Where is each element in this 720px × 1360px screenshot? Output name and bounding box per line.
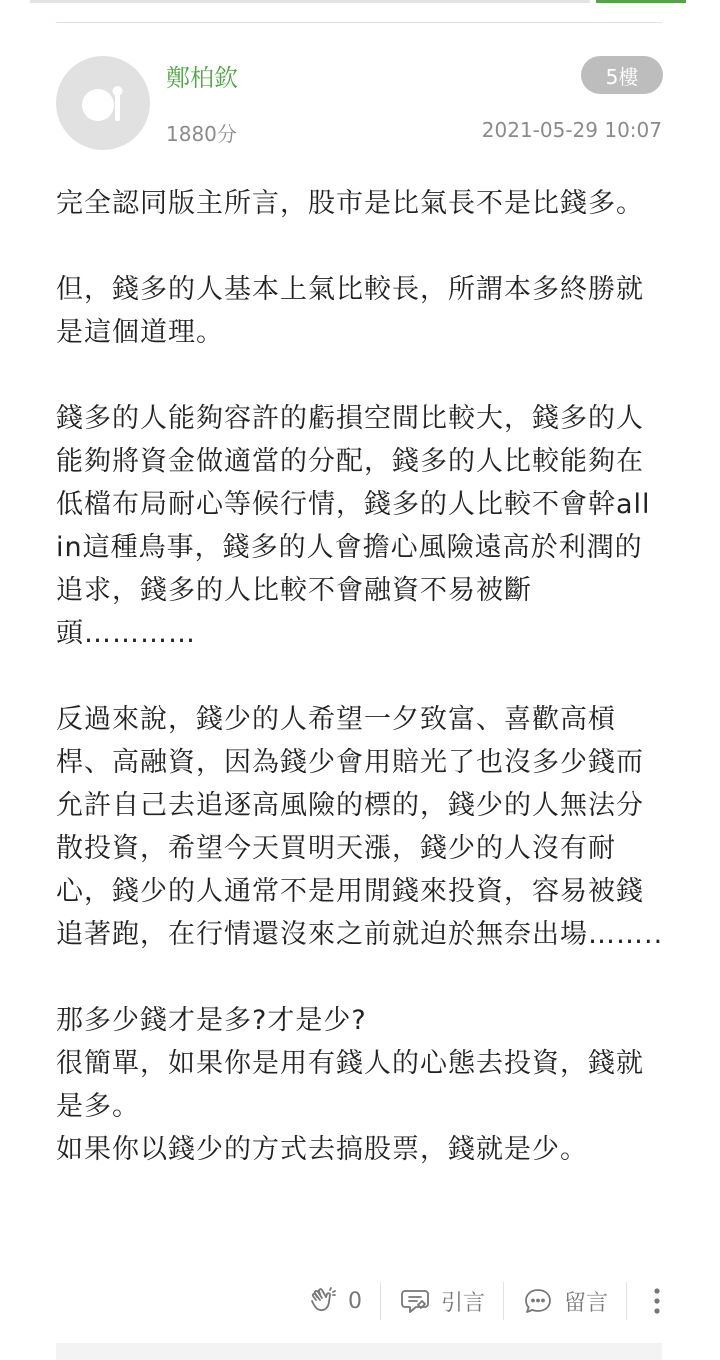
comment-button[interactable]	[504, 1280, 626, 1322]
comment-icon	[522, 1286, 554, 1316]
floor-badge: 5樓	[581, 56, 663, 94]
post-timestamp: 2021-05-29 10:07	[481, 118, 662, 142]
post-content	[56, 182, 666, 1171]
author-score: 1880分	[166, 122, 237, 146]
avatar[interactable]	[56, 56, 150, 150]
post-paragraph: 但，錢多的人基本上氣比較長，所謂本多終勝就是這個道理。	[56, 274, 644, 348]
quote-icon	[399, 1286, 431, 1316]
like-button[interactable]	[290, 1280, 380, 1322]
clap-icon	[308, 1286, 338, 1316]
post-paragraph: 完全認同版主所言，股市是比氣長不是比錢多。	[56, 188, 644, 219]
next-post-edge	[56, 1343, 662, 1360]
comment-label: 留言	[564, 1290, 609, 1316]
post-paragraph: 反過來說，錢少的人希望一夕致富、喜歡高槓桿、高融資，因為錢少會用賠光了也沒多少錢而允許自己去追逐高風險的標的，錢少的人無法分散投資，希望今天買明天漲，錢少的人沒有耐心，錢少的人通常不是用閒錢來投資，容易被錢追著跑，在行情還沒來之前就迫於無奈出場……..	[56, 704, 664, 950]
quote-button[interactable]	[381, 1280, 503, 1322]
author-name[interactable]: 鄭柏欽	[166, 64, 238, 92]
top-accent-bar	[596, 0, 686, 3]
avatar-default-icon	[77, 77, 129, 129]
section-divider	[56, 22, 662, 23]
post-action-bar	[290, 1280, 675, 1322]
quote-label: 引言	[441, 1290, 486, 1316]
like-count: 0	[348, 1288, 362, 1314]
post-paragraph: 那多少錢才是多?才是少? 很簡單，如果你是用有錢人的心態去投資，錢就是多。 如果你以錢少的方式去搞股票，錢就是少。	[56, 1005, 644, 1165]
post-paragraph: 錢多的人能夠容許的虧損空間比較大，錢多的人能夠將資金做適當的分配，錢多的人比較能夠在低檔布局耐心等候行情，錢多的人比較不會幹all in這種鳥事，錢多的人會擔心風險遠高於利潤的追求，錢多的人比較不會融資不易被斷頭…………	[56, 403, 651, 649]
more-options-button[interactable]	[627, 1280, 675, 1322]
top-divider	[30, 0, 590, 3]
more-vertical-icon	[653, 1288, 661, 1314]
